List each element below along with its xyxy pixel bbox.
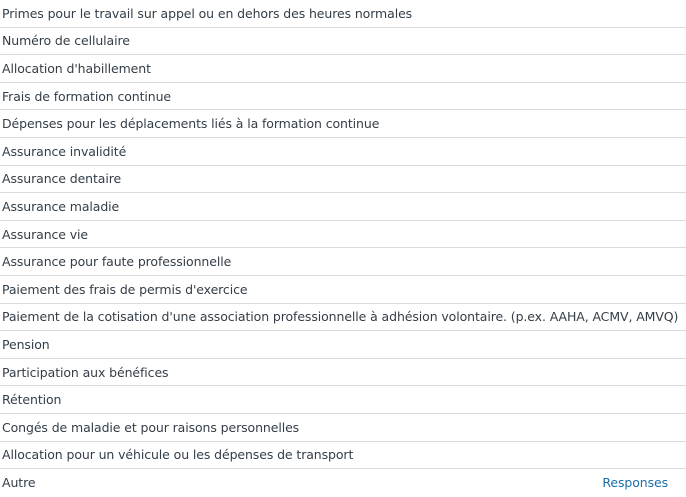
list-item	[0, 193, 686, 221]
list-item-label: Primes pour le travail sur appel ou en dehors des heures normales	[2, 5, 413, 21]
list-item-label: Numéro de cellulaire	[2, 33, 130, 49]
list-item	[0, 386, 686, 414]
list-item-label: Paiement de la cotisation d'une association professionnelle à adhésion volontaire. (p.ex. AAHA, ACMV, AMVQ)	[2, 309, 679, 325]
list-item-label: Assurance maladie	[2, 198, 120, 214]
list-item-label: Dépenses pour les déplacements liés à la formation continue	[2, 116, 380, 132]
list-item	[0, 0, 686, 28]
list-item	[0, 414, 686, 442]
list-item-label: Assurance vie	[2, 226, 89, 242]
list-item	[0, 55, 686, 83]
list-item-label: Rétention	[2, 392, 62, 408]
list-item-label: Frais de formation continue	[2, 88, 172, 104]
list-item-label: Participation aux bénéfices	[2, 364, 169, 380]
list-item	[0, 331, 686, 359]
list-item-other	[0, 469, 686, 497]
list-item	[0, 248, 686, 276]
list-item-label: Assurance invalidité	[2, 143, 127, 159]
list-item	[0, 28, 686, 56]
list-item-label: Congés de maladie et pour raisons personnelles	[2, 419, 300, 435]
list-item	[0, 138, 686, 166]
list-item-label: Allocation d'habillement	[2, 60, 151, 76]
list-item	[0, 83, 686, 111]
list-item-label: Paiement des frais de permis d'exercice	[2, 281, 248, 297]
list-item	[0, 359, 686, 387]
list-item	[0, 221, 686, 249]
list-item	[0, 304, 686, 332]
list-item-label: Assurance dentaire	[2, 171, 122, 187]
list-item-label: Autre	[2, 475, 36, 491]
list-item-label: Assurance pour faute professionnelle	[2, 254, 232, 270]
list-item	[0, 110, 686, 138]
responses-link[interactable]: Responses	[602, 475, 668, 491]
list-item	[0, 442, 686, 470]
list-item	[0, 166, 686, 194]
list-item-label: Pension	[2, 336, 50, 352]
list-item-label: Allocation pour un véhicule ou les dépenses de transport	[2, 447, 354, 463]
list-item	[0, 276, 686, 304]
